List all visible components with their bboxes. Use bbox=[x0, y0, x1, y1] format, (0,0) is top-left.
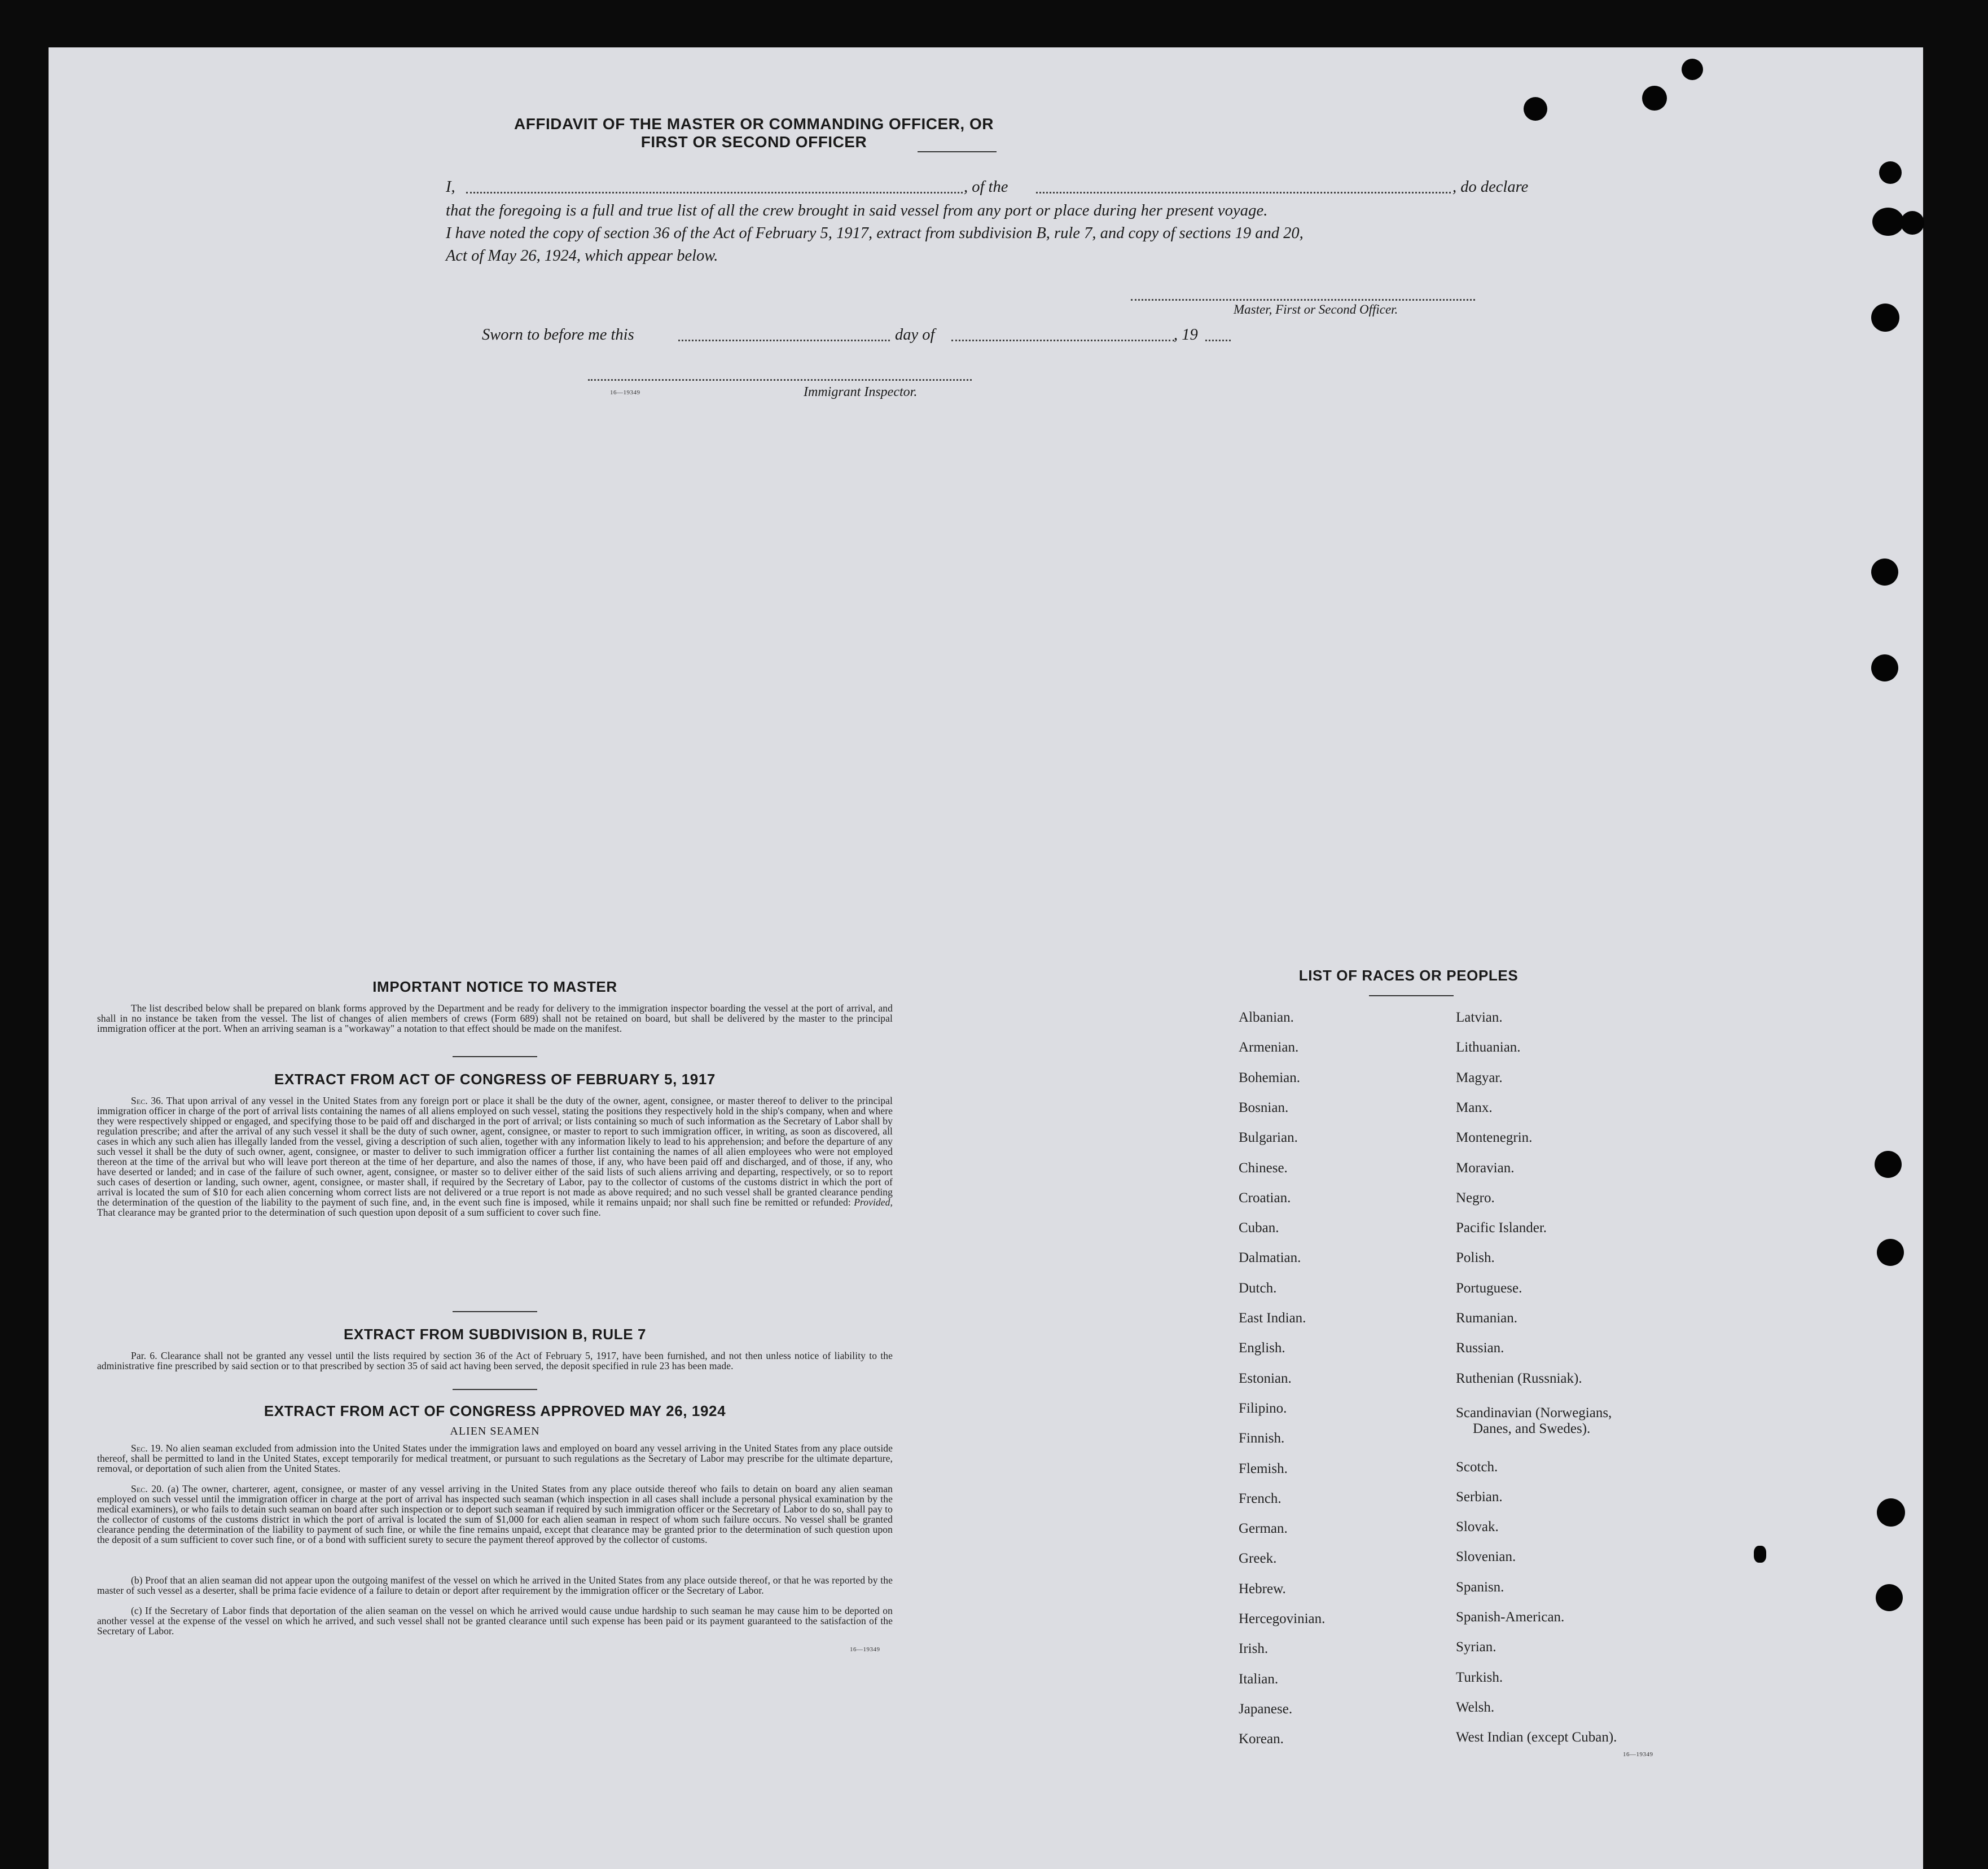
punch-hole bbox=[1682, 59, 1703, 80]
affidavit-form-number: 16—19349 bbox=[610, 389, 640, 396]
race-item: Armenian. bbox=[1239, 1040, 1299, 1056]
race-item: Korean. bbox=[1239, 1731, 1284, 1747]
title-rule bbox=[918, 151, 997, 152]
race-item: Hercegovinian. bbox=[1239, 1611, 1326, 1626]
master-signature-field[interactable] bbox=[1131, 299, 1475, 301]
extract-form-number: 16—19349 bbox=[850, 1646, 880, 1653]
race-item: Hebrew. bbox=[1239, 1581, 1286, 1597]
race-item: German. bbox=[1239, 1521, 1288, 1537]
inspector-signature-field[interactable] bbox=[588, 379, 972, 381]
race-item: Portuguese. bbox=[1456, 1280, 1522, 1296]
sec-36-label: Sec. 36. bbox=[131, 1095, 164, 1106]
race-item: French. bbox=[1239, 1490, 1282, 1506]
race-item: Finnish. bbox=[1239, 1431, 1285, 1446]
affidavit-title: AFFIDAVIT OF THE MASTER OR COMMANDING OFFICER, OR FIRST OR SECOND OFFICER bbox=[514, 115, 994, 151]
race-item: Lithuanian. bbox=[1456, 1040, 1521, 1056]
race-item: Russian. bbox=[1456, 1340, 1504, 1356]
inspector-caption: Immigrant Inspector. bbox=[804, 385, 918, 399]
race-item: Spanish-American. bbox=[1456, 1609, 1565, 1625]
punch-hole bbox=[1871, 304, 1899, 332]
race-item: Serbian. bbox=[1456, 1489, 1503, 1505]
form-sheet bbox=[49, 47, 1923, 1869]
declaration-line-4: Act of May 26, 1924, which appear below. bbox=[446, 247, 718, 265]
notice-title: IMPORTANT NOTICE TO MASTER bbox=[372, 978, 617, 995]
races-rule bbox=[1369, 995, 1454, 996]
master-caption: Master, First or Second Officer. bbox=[1234, 302, 1398, 316]
race-item: Montenegrin. bbox=[1456, 1130, 1533, 1146]
race-item: Chinese. bbox=[1239, 1160, 1288, 1176]
race-item: Manx. bbox=[1456, 1100, 1493, 1115]
race-item: Japanese. bbox=[1239, 1701, 1293, 1717]
race-item: Magyar. bbox=[1456, 1070, 1503, 1085]
notice-body: The list described below shall be prepared on blank forms approved by the Department and be ready for delivery to the immigration inspector boarding the vessel at the port of arrival, and shall in no instance be taken from the vessel. The list of changes of alien members of crews (Form 689) shall not be retained on board, but shall be delivered by the master to the principal immigration officer at the port. When an arriving seaman is a "workaway" a notation to that effect should be made on the manifest. bbox=[97, 1002, 893, 1034]
of-the-label: , of the bbox=[964, 178, 1008, 196]
race-item: Pacific Islander. bbox=[1456, 1220, 1547, 1236]
race-item: East Indian. bbox=[1239, 1311, 1306, 1326]
race-item: Croatian. bbox=[1239, 1190, 1291, 1206]
sec-36-text: That upon arrival of any vessel in the United States from any foreign port or place it shall be the duty of the owner, agent, consignee, or master thereof to deliver to the principal immigration officer in charge of the port of arrival lists containing the names of all aliens employed on such vessel, stating the positions they respectively hold in the ship's company, when and where they were respectively shipped or engaged, and specifying those to be paid off and discharged in the port of arrival; or lists containing so much of such information as the Secretary of Labor shall by regulation prescribe; and after the arrival of any such vessel it shall be the duty of such owner, agent, consignee, or master to report to such immigration officer, in writing, as soon as discovered, all cases in which any such alien has illegally landed from the vessel, giving a description of such alien, together with any information likely to lead to his apprehension; and before the departure of any such vessel it shall be the duty of such owner, agent, consignee, or master to deliver to such immigration officer a further list containing the names of all alien employees who were not employed thereon at the time of the arrival but who will leave port thereon at the time of her departure, and also the names of those, if any, who have been paid off and discharged, and of those, if any, who have deserted or landed; and in case of the failure of such owner, agent, consignee, or master so to deliver either of the said lists of such aliens arriving and departing, respectively, or so to report such cases of desertion or landing, such owner, agent, consignee, or master shall, if required by the Secretary of Labor, pay to the collector of customs of the customs district in which the port of arrival is located the sum of $10 for each alien concerning whom correct lists are not delivered or a true report is not made as above required; and no such vessel shall be granted clearance pending the determination of the question of the liability to the payment of such fine, and, in the event such fine is imposed, while it remains unpaid; nor shall such fine be remitted or refunded: bbox=[97, 1095, 893, 1208]
sec-20-label: Sec. 20. bbox=[131, 1483, 164, 1494]
do-declare-label: , do declare bbox=[1452, 178, 1529, 196]
punch-hole bbox=[1875, 1151, 1902, 1178]
sec-20a-text: (a) The owner, charterer, agent, consignee, or master of any vessel arriving in the United States from any place outside thereof who fails to detain on board any alien seaman employed on such vessel until the immigration officer in charge at the port of arrival has inspected such seaman (which inspection in all cases shall include a personal physical examination by the medical examiners), or who fails to detain such seaman on board after such inspection or to deport such seaman if required by such immigration officer or the Secretary of Labor to do so, shall pay to the collector of customs of the customs district in which the port of arrival is located the sum of $1,000 for each alien seaman in respect of whom such failure occurs. No vessel shall be granted clearance pending the determination of the liability to payment of such fine, or while the fine remains unpaid, except that clearance may be granted prior to the determination of such question upon the deposit of a sum sufficient to cover such fine, or of a bond with sufficient surety to secure the payment thereof approved by the collector of customs. bbox=[97, 1483, 893, 1545]
sec-20b-paragraph: (b) Proof that an alien seaman did not appear upon the outgoing manifest of the vessel on which he arrived in the United States from any place outside thereof, or that he was reported by the master of such vessel as a deserter, shall be prima facie evidence of a failure to detain or deport after requirement by the immigration officer or the Secretary of Labor. bbox=[97, 1575, 893, 1596]
races-title: LIST OF RACES OR PEOPLES bbox=[1298, 967, 1519, 984]
day-of-label: day of bbox=[895, 326, 935, 344]
race-item: Bohemian. bbox=[1239, 1070, 1301, 1085]
race-item: Irish. bbox=[1239, 1641, 1269, 1657]
punch-hole bbox=[1877, 1239, 1904, 1266]
sworn-label: Sworn to before me this bbox=[482, 326, 634, 344]
race-item: Rumanian. bbox=[1456, 1311, 1518, 1326]
sec-19-text: No alien seaman excluded from admission into the United States under the immigration laws and employed on board any vessel arriving in the United States from any place outside thereof, shall be permitted to land in the United States, except temporarily for medical treatment, or pursuant to such regulations as the Secretary of Labor may prescribe for the ultimate departure, removal, or deportation of such alien from the United States. bbox=[97, 1443, 893, 1474]
rule7-body: Par. 6. Clearance shall not be granted any vessel until the lists required by section 36 of the Act of February 5, 1917, have been furnished, and not then unless notice of liability to the administrative fine prescribed by said section or to that prescribed by section 35 of said act having been served, the deposit specified in rule 23 has been made. bbox=[97, 1350, 893, 1371]
provided-label: Provided, bbox=[854, 1197, 893, 1208]
race-item: Syrian. bbox=[1456, 1639, 1497, 1655]
race-item: Welsh. bbox=[1456, 1699, 1495, 1715]
sec-20c-paragraph: (c) If the Secretary of Labor finds that deportation of the alien seaman on the vessel on which he arrived would cause undue hardship to such seaman he may cause him to be deported on another vessel at the expense of the vessel on which he arrived, and such vessel shall not be granted clearance until such expense has been paid or its payment guaranteed to the satisfaction of the Secretary of Labor. bbox=[97, 1605, 893, 1637]
vessel-name-field[interactable] bbox=[1036, 192, 1451, 194]
race-item: Polish. bbox=[1456, 1250, 1495, 1266]
sworn-year-field[interactable] bbox=[1205, 340, 1231, 341]
sworn-day-field[interactable] bbox=[678, 340, 890, 341]
punch-hole bbox=[1879, 161, 1902, 184]
year-label: , 19 bbox=[1174, 326, 1198, 344]
sworn-month-field[interactable] bbox=[951, 340, 1174, 341]
race-item: Scandinavian (Norwegians, bbox=[1456, 1405, 1612, 1421]
sec-36-end: That clearance may be granted prior to the determination of such question upon deposit of a sum sufficient to cover such fine. bbox=[97, 1207, 601, 1218]
race-item: English. bbox=[1239, 1340, 1285, 1356]
race-item: Moravian. bbox=[1456, 1160, 1515, 1176]
ink-blot bbox=[1754, 1546, 1766, 1563]
race-item: West Indian (except Cuban). bbox=[1456, 1730, 1617, 1745]
extract-1917-rule bbox=[453, 1311, 537, 1312]
sec-19-label: Sec. 19. bbox=[131, 1443, 163, 1454]
race-item: Filipino. bbox=[1239, 1400, 1287, 1416]
punch-hole bbox=[1872, 208, 1904, 236]
race-item: Ruthenian (Russniak). bbox=[1456, 1370, 1582, 1386]
race-item: Bulgarian. bbox=[1239, 1130, 1298, 1146]
race-item-continuation: Danes, and Swedes). bbox=[1473, 1421, 1591, 1436]
race-item: Latvian. bbox=[1456, 1010, 1503, 1025]
race-item: Turkish. bbox=[1456, 1669, 1503, 1685]
race-item: Estonian. bbox=[1239, 1370, 1292, 1386]
punch-hole bbox=[1871, 558, 1898, 586]
declarant-name-field[interactable] bbox=[466, 192, 963, 194]
race-item: Negro. bbox=[1456, 1190, 1495, 1206]
race-item: Dalmatian. bbox=[1239, 1250, 1301, 1266]
race-item: Spanisn. bbox=[1456, 1579, 1504, 1595]
race-item: Albanian. bbox=[1239, 1010, 1294, 1025]
declaration-line-3: I have noted the copy of section 36 of the Act of February 5, 1917, extract from subdivision B, rule 7, and copy of sections 19 and 20, bbox=[446, 225, 1304, 242]
declarant-prefix: I, bbox=[446, 178, 455, 196]
punch-hole bbox=[1524, 97, 1547, 121]
declaration-line-2: that the foregoing is a full and true list of all the crew brought in said vessel from any port or place during her present voyage. bbox=[446, 202, 1268, 219]
race-item: Dutch. bbox=[1239, 1280, 1277, 1296]
extract-1917-title: EXTRACT FROM ACT OF CONGRESS OF FEBRUARY 5, 1917 bbox=[274, 1071, 716, 1088]
alien-seamen-subtitle: ALIEN SEAMEN bbox=[450, 1425, 540, 1437]
races-form-number: 16—19349 bbox=[1623, 1751, 1653, 1758]
punch-hole bbox=[1876, 1584, 1903, 1611]
punch-hole bbox=[1901, 211, 1924, 235]
race-item: Greek. bbox=[1239, 1551, 1277, 1567]
race-item: Slovak. bbox=[1456, 1519, 1499, 1535]
punch-hole bbox=[1642, 86, 1667, 111]
race-item: Slovenian. bbox=[1456, 1549, 1516, 1565]
extract-1924-title: EXTRACT FROM ACT OF CONGRESS APPROVED MAY 26, 1924 bbox=[264, 1402, 726, 1419]
notice-rule bbox=[453, 1056, 537, 1057]
extract-1917-body bbox=[97, 1096, 893, 1217]
race-item: Cuban. bbox=[1239, 1220, 1279, 1236]
race-item: Italian. bbox=[1239, 1671, 1279, 1687]
punch-hole bbox=[1871, 654, 1898, 681]
sec-19-paragraph bbox=[97, 1443, 893, 1474]
punch-hole bbox=[1877, 1498, 1905, 1527]
race-item: Flemish. bbox=[1239, 1461, 1288, 1476]
race-item: Bosnian. bbox=[1239, 1100, 1289, 1115]
race-item: Scotch. bbox=[1456, 1459, 1498, 1475]
sec-20a-paragraph bbox=[97, 1484, 893, 1545]
rule7-rule bbox=[453, 1389, 537, 1390]
rule7-title: EXTRACT FROM SUBDIVISION B, RULE 7 bbox=[343, 1326, 647, 1343]
